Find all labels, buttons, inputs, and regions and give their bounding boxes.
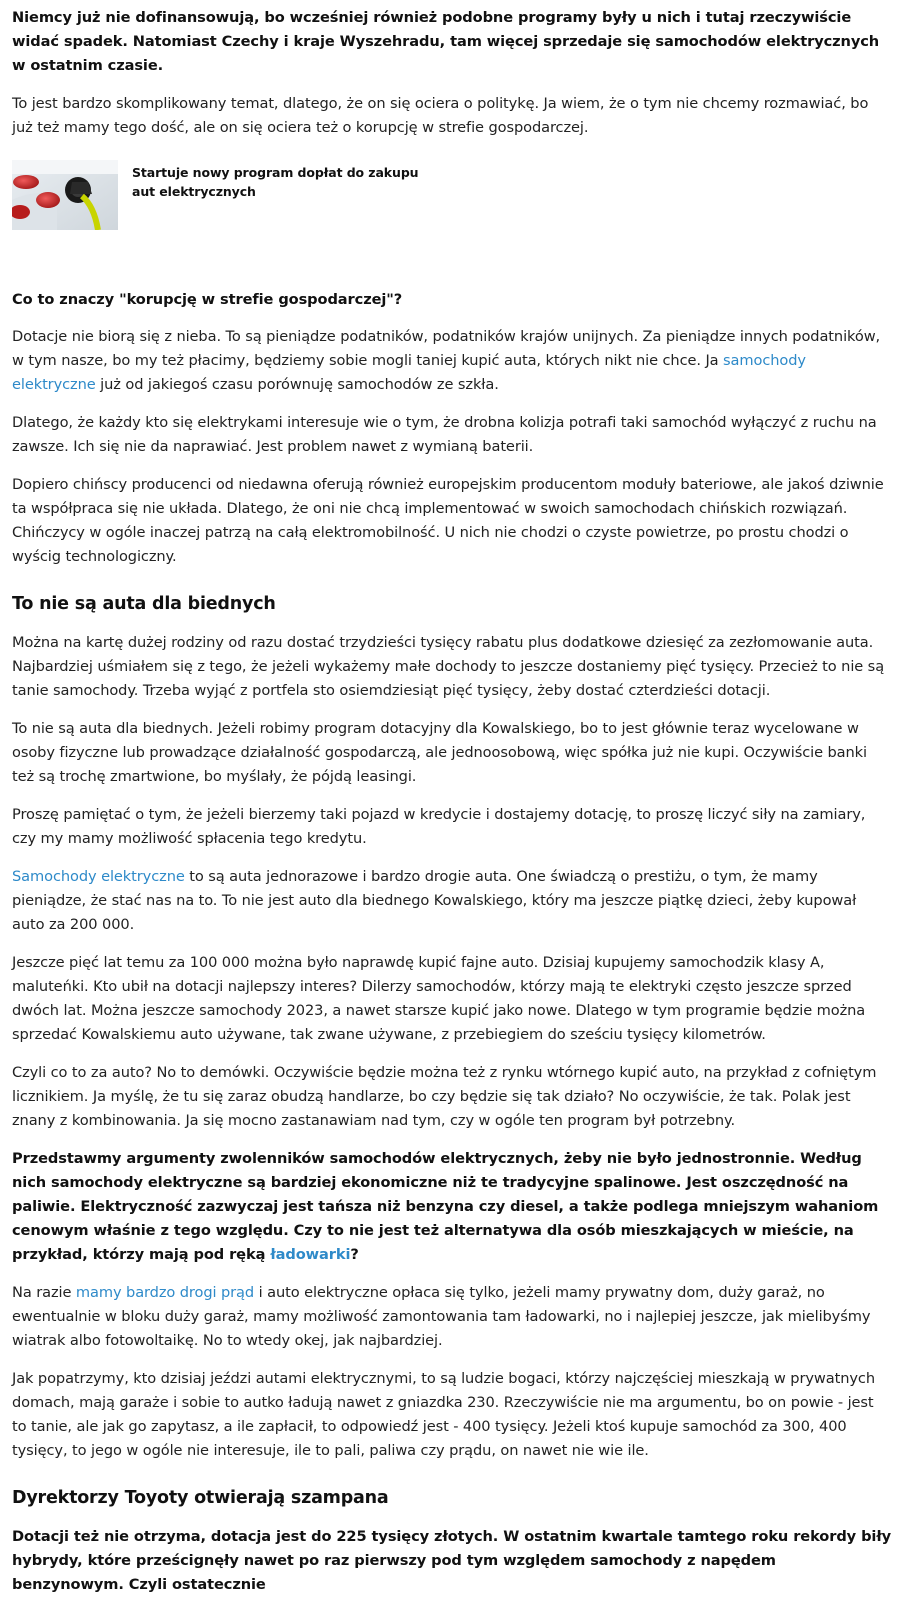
text: ? [350,1246,359,1263]
paragraph: Dlatego, że każdy kto się elektrykami interesuje wie o tym, że drobna kolizja potrafi taki samochód wyłączyć z ruchu na zawsze. Ich się nie da naprawiać. Jest problem nawet z wymianą baterii. [12,414,877,455]
paragraph: Jak popatrzymy, kto dzisiaj jeździ autami elektrycznymi, to są ludzie bogaci, którzy najczęściej mieszkają w prywatnych domach, mają garaże i sobie to autko ładują nawet z gniazdka 230. Rzeczywiście nie ma argumentu, bo on powie - jest to tanie, ale jak go zapytasz, a ile zapłacił, to odpowiedź jest - 400 tysięcy. Jeżeli ktoś kupuje samochód za 300, 400 tysięcy, to jego w ogóle nie interesuje, ile to pali, paliwa czy prądu, on nawet nie wie ile. [12,1370,875,1459]
text: Dotacje nie biorą się z nieba. To są pieniądze podatników, podatników krajów unijnych. Za pieniądze innych podatników, w tym nasze, bo my też płacimy, będziemy sobie mogli taniej kupić auta, których nikt nie chce. Ja [12,328,881,369]
link-drogi-prad[interactable]: mamy bardzo drogi prąd [75,1284,255,1301]
section-heading: To nie są auta dla biednych [12,594,276,614]
paragraph: To nie są auta dla biednych. Jeżeli robimy program dotacyjny dla Kowalskiego, bo to jest głównie teraz wycelowane w osoby fizyczne lub prowadzące działalność gospodarczą, ale jednoosobową, więc spółka już nie kupi. Oczywiście banki też są trochę zmartwione, bo myślały, że pójdą leasingi. [12,720,867,785]
spacer [12,230,892,288]
question-heading: Co to znaczy "korupcję w strefie gospodarczej"? [12,291,403,308]
link-samochody-elektryczne[interactable]: Samochody elektryczne [12,868,185,885]
paragraph: Proszę pamiętać o tym, że jeżeli bierzemy taki pojazd w kredycie i dostajemy dotację, to proszę liczyć siły na zamiary, czy my mamy możliwość spłacenia tego kredytu. [12,806,866,847]
text: Na razie [12,1284,76,1301]
paragraph: Dopiero chińscy producenci od niedawna oferują również europejskim producentom moduły bateriowe, ale jakoś dziwnie ta współpraca się nie układa. Dlatego, że oni nie chcą implementować w swoich samochodach chińskich rozwiązań. Chińczycy w ogóle inaczej patrzą na całą elektromobilność. U nich nie chodzi o czyste powietrze, po prostu chodzi o wyścig technologiczny. [12,476,884,565]
paragraph: Jeszcze pięć lat temu za 100 000 można było naprawdę kupić fajne auto. Dzisiaj kupujemy samochodzik klasy A, maluteńki. Kto ubił na dotacji najlepszy interes? Dilerzy samochodów, którzy mają te elektryki często jeszcze sprzed dwóch lat. Można jeszcze samochody 2023, a nawet starsze kupić jako nowe. Dlatego w tym programie będzie można sprzedać Kowalskiemu auto używane, tak zwane używane, z przebiegiem do sześciu tysięcy kilometrów. [12,954,866,1043]
paragraph-with-link [12,325,892,397]
spacer [12,583,892,591]
text: to są auta jednorazowe i bardzo drogie auta. One świadczą o prestiżu, o tym, że mamy pieniądze, że stać nas na to. To nie jest auto dla biednego Kowalskiego, który ma jeszcze piątkę dzieci, żeby kupował auto za 200 000. [12,868,857,933]
interviewer-question-bold [12,1147,892,1267]
related-article-card[interactable] [12,160,892,230]
paragraph: Można na kartę dużej rodziny od razu dostać trzydzieści tysięcy rabatu plus dodatkowe dziesięć za zezłomowanie auta. Najbardziej uśmiałem się z tego, że jeżeli wykażemy małe dochody to jeszcze dostaniemy pięć tysięcy. Przecież to nie są tanie samochody. Trzeba wyjąć z portfela sto osiemdziesiąt pięć tysięcy, żeby dostać czterdzieści dotacji. [12,634,885,699]
paragraph-with-link [12,1281,892,1353]
text: już od jakiegoś czasu porównuję samochodów ze szkła. [95,376,499,393]
paragraph: Czyli co to za auto? No to demówki. Oczywiście będzie można też z rynku wtórnego kupić auto, na przykład z cofniętym licznikiem. Ja myślę, że tu się zaraz obudzą handlarze, bo czy będzie się tak działo? No oczywiście, że tak. Polak jest znany z kombinowania. Ja się mocno zastanawiam nad tym, czy w ogóle ten program był potrzebny. [12,1064,877,1129]
ev-charging-photo-icon[interactable] [12,160,118,230]
intro-paragraph-bold: Niemcy już nie dofinansowują, bo wcześniej również podobne programy były u nich i tutaj rzeczywiście widać spadek. Natomiast Czechy i kraje Wyszehradu, tam więcej sprzedaje się samochodów elektrycznych w ostatnim czasie. [12,9,880,74]
link-ladowarki[interactable]: ładowarki [270,1246,351,1263]
text: Przedstawmy argumenty zwolenników samochodów elektrycznych, żeby nie było jednostronnie. Według nich samochody elektryczne są bardziej ekonomiczne niż te tradycyjne spalinowe. Jest oszczędność na paliwie. Elektryczność zazwyczaj jest tańsza niż benzyna czy diesel, a także podlega mniejszym wahaniom cenowym właśnie z tego względu. Czy to nie jest też alternatywa dla osób mieszkających w mieście, na przykład, którzy mają pod ręką [12,1150,879,1263]
article-body [12,0,892,1611]
related-article-title[interactable]: Startuje nowy program dopłat do zakupu aut elektrycznych [132,165,419,199]
interviewer-question-bold: Dotacji też nie otrzyma, dotacja jest do 225 tysięcy złotych. W ostatnim kwartale tamtego roku rekordy biły hybrydy, które prześcignęły nawet po raz pierwszy pod tym względem samochody z napędem benzynowym. Czyli ostatecznie [12,1528,892,1593]
paragraph-with-link [12,865,892,937]
link-samochody-elektryczne[interactable]: samochody elektryczne [12,352,806,393]
text: i auto elektryczne opłaca się tylko, jeżeli mamy prywatny dom, duży garaż, no ewentualnie w bloku duży garaż, mamy możliwość zamontowania tam ładowarki, no i najlepiej jeszcze, jak mielibyśmy wiatrak albo fotowoltaikę. No to wtedy okej, jak najbardziej. [12,1284,871,1349]
section-heading: Dyrektorzy Toyoty otwierają szampana [12,1488,389,1508]
spacer [12,1477,892,1485]
paragraph: To jest bardzo skomplikowany temat, dlatego, że on się ociera o politykę. Ja wiem, że o tym nie chcemy rozmawiać, bo już też mamy tego dość, ale on się ociera też o korupcję w strefie gospodarczej. [12,95,869,136]
